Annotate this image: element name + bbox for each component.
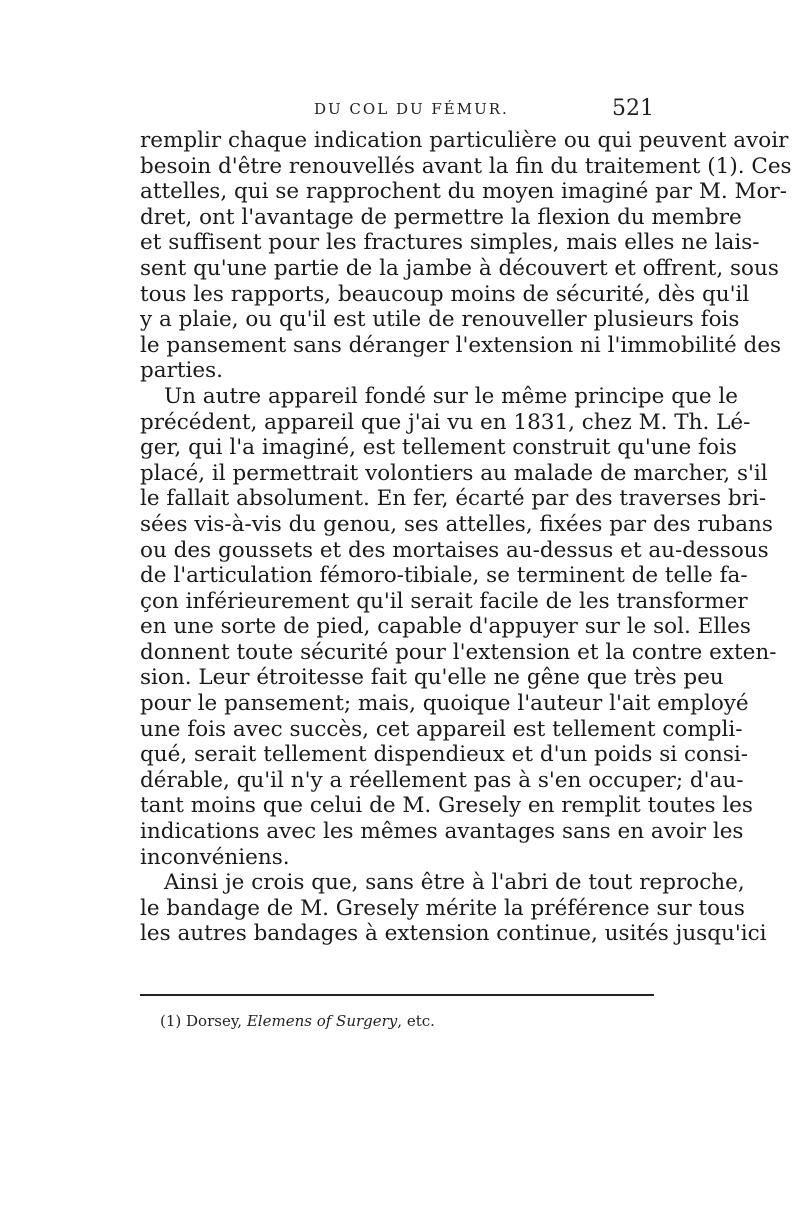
text-line: besoin d'être renouvellés avant la fin du traitement (1). Ces xyxy=(140,153,792,179)
page-number: 521 xyxy=(612,96,654,121)
text-line: de l'articulation fémoro-tibiale, se terminent de telle fa- xyxy=(140,563,748,589)
text-line: en une sorte de pied, capable d'appuyer sur le sol. Elles xyxy=(140,614,751,640)
text-line: remplir chaque indication particulière ou qui peuvent avoir xyxy=(140,128,789,153)
text-line: ou des goussets et des mortaises au-dessus et au-dessous xyxy=(140,537,769,563)
text-line: précédent, appareil que j'ai vu en 1831, chez M. Th. Lé- xyxy=(140,409,751,435)
body-text xyxy=(140,128,792,947)
text-line: dret, ont l'avantage de permettre la flexion du membre xyxy=(140,204,742,230)
text-line: tant moins que celui de M. Gresely en remplit toutes les xyxy=(140,793,753,819)
footnote-title: Elemens of Surgery xyxy=(246,1012,398,1030)
text-line: donnent toute sécurité pour l'extension et la contre exten- xyxy=(140,639,777,665)
text-line: attelles, qui se rapprochent du moyen imaginé par M. Mor- xyxy=(140,179,788,205)
text-line: parties. xyxy=(140,358,223,384)
footnote-prefix: (1) Dorsey, xyxy=(160,1012,247,1030)
text-line: sent qu'une partie de la jambe à découvert et offrent, sous xyxy=(140,255,779,281)
text-line: le pansement sans déranger l'extension ni l'immobilité des xyxy=(140,332,782,358)
text-line: les autres bandages à extension continue, usités jusqu'ici xyxy=(140,921,767,947)
text-line: tous les rapports, beaucoup moins de sécurité, dès qu'il xyxy=(140,281,750,307)
text-line: et suffisent pour les fractures simples, mais elles ne lais- xyxy=(140,230,760,256)
text-line: sion. Leur étroitesse fait qu'elle ne gêne que très peu xyxy=(140,665,724,691)
text-line: une fois avec succès, cet appareil est tellement compli- xyxy=(140,716,743,742)
footnote-rule xyxy=(140,994,654,996)
running-title: DU COL DU FÉMUR. xyxy=(314,100,509,118)
text-line: le fallait absolument. En fer, écarté par des traverses bri- xyxy=(140,486,767,512)
text-line: qué, serait tellement dispendieux et d'un poids si consi- xyxy=(140,742,749,768)
text-line: indications avec les mêmes avantages sans en avoir les xyxy=(140,819,744,845)
text-line: placé, il permettrait volontiers au malade de marcher, s'il xyxy=(140,460,768,486)
paragraph-start: Ainsi je crois que, sans être à l'abri de tout reproche, xyxy=(164,870,745,896)
text-line: le bandage de M. Gresely mérite la préférence sur tous xyxy=(140,895,745,921)
footnote xyxy=(160,1012,435,1030)
text-line: sées vis-à-vis du genou, ses attelles, fixées par des rubans xyxy=(140,511,773,537)
footnote-suffix: , etc. xyxy=(397,1012,435,1030)
text-line: dérable, qu'il n'y a réellement pas à s'en occuper; d'au- xyxy=(140,767,744,793)
paragraph-start: Un autre appareil fondé sur le même principe que le xyxy=(164,383,739,409)
text-line: y a plaie, ou qu'il est utile de renouveller plusieurs fois xyxy=(140,307,740,333)
text-line: çon inférieurement qu'il serait facile de les transformer xyxy=(140,588,748,614)
text-line: pour le pansement; mais, quoique l'auteur l'ait employé xyxy=(140,691,749,717)
text-line: inconvéniens. xyxy=(140,844,290,870)
text-line: ger, qui l'a imaginé, est tellement construit qu'une fois xyxy=(140,435,737,461)
